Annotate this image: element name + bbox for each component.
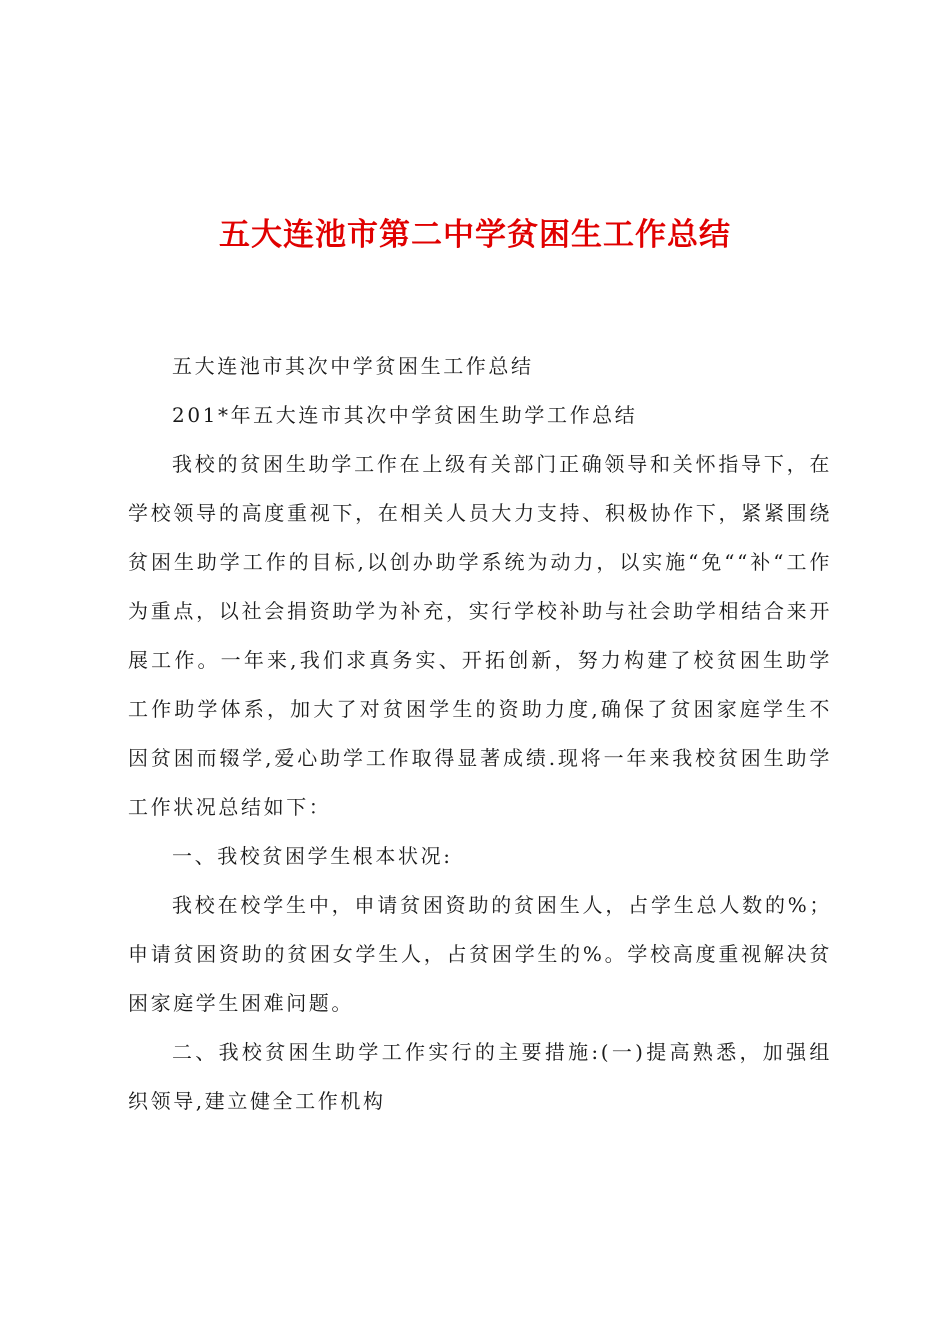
paragraph-section-two-heading: 二、我校贫困生助学工作实行的主要措施:(一)提高熟悉，加强组织领导,建立健全工作机构	[128, 1040, 832, 1113]
paragraph-section-one-heading: 一、我校贫困学生根本状况:	[172, 844, 453, 868]
document-title: 五大连池市第二中学贫困生工作总结	[219, 217, 731, 253]
paragraph-subtitle: 五大连池市其次中学贫困生工作总结	[172, 354, 534, 378]
paragraph-intro: 我校的贫困生助学工作在上级有关部门正确领导和关怀指导下，在学校领导的高度重视下，在相关人员大力支持、积极协作下，紧紧围绕贫困生助学工作的目标,以创办助学系统为动力，以实施“免““补“工作为重点，以社会捐资助学为补充，实行学校补助与社会助学相结合来开展工作。一年来,我们求真务实、开拓创新，努力构建了校贫困生助学工作助学体系，加大了对贫困学生的资助力度,确保了贫困家庭学生不因贫困而辍学,爱心助学工作取得显著成绩.现将一年来我校贫困生助学工作状况总结如下：	[128, 452, 832, 819]
document-body	[128, 342, 832, 1126]
paragraph-heading: 201*年五大连市其次中学贫困生助学工作总结	[172, 403, 638, 427]
paragraph-section-one-body: 我校在校学生中，申请贫困资助的贫困生人，占学生总人数的%；申请贫困资助的贫困女学生人，占贫困学生的%。学校高度重视解决贫困家庭学生困难问题。	[128, 893, 832, 1015]
